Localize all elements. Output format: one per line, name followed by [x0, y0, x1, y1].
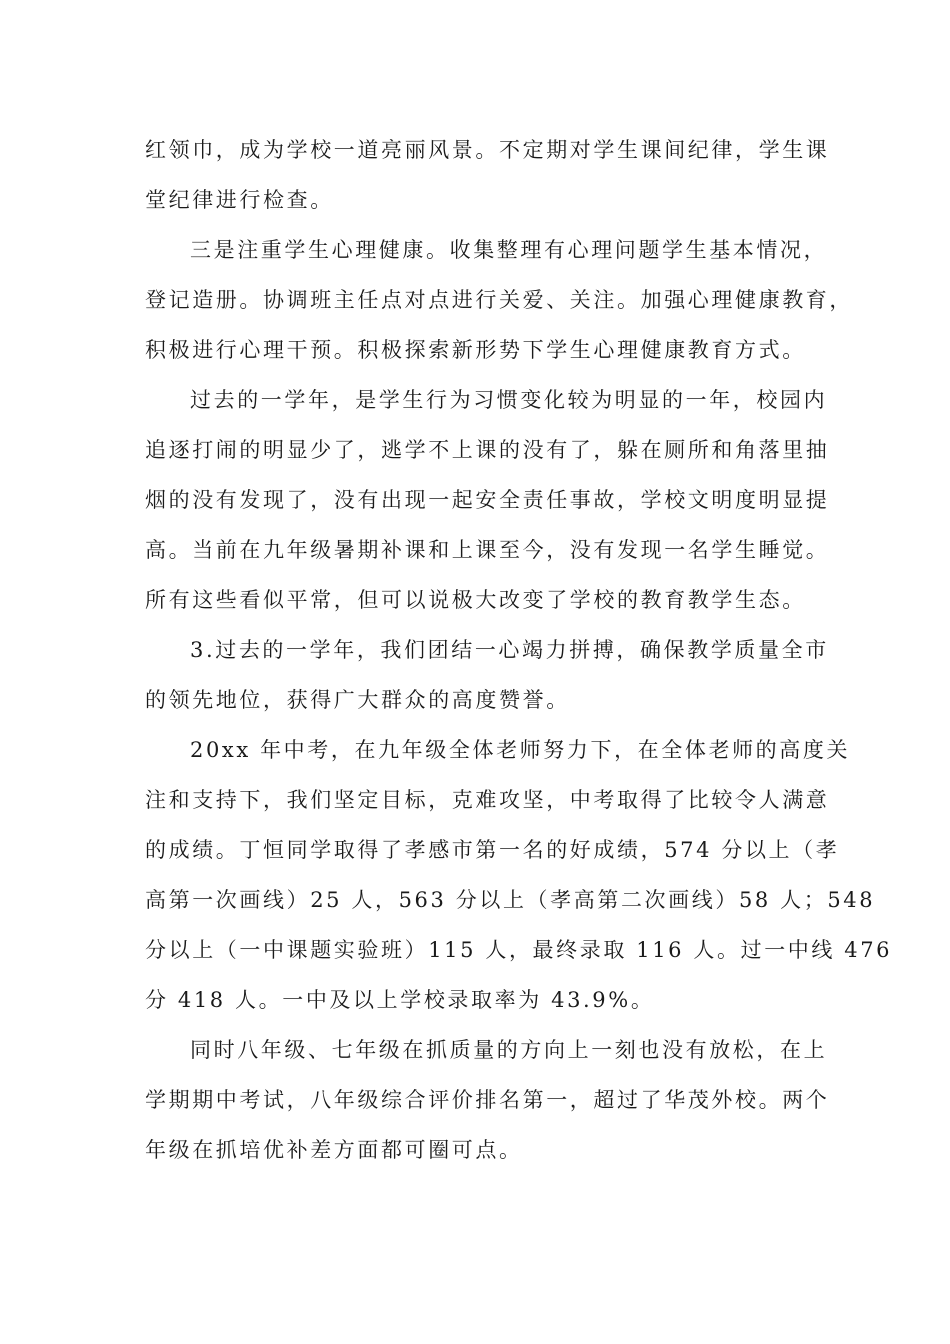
text-line: 积极进行心理干预。积极探索新形势下学生心理健康教育方式。 — [145, 338, 806, 362]
paragraph-start-line: 同时八年级、七年级在抓质量的方向上一刻也没有放松，在上 — [190, 1038, 828, 1062]
text-line: 追逐打闹的明显少了，逃学不上课的没有了，躲在厕所和角落里抽 — [145, 438, 830, 462]
text-line: 年级在抓培优补差方面都可圈可点。 — [145, 1138, 523, 1162]
text-line: 红领巾，成为学校一道亮丽风景。不定期对学生课间纪律，学生课 — [145, 138, 830, 162]
paragraph-start-line: 过去的一学年，是学生行为习惯变化较为明显的一年，校园内 — [190, 388, 828, 412]
text-line: 登记造册。协调班主任点对点进行关爱、关注。加强心理健康教育， — [145, 288, 853, 312]
text-line: 学期期中考试，八年级综合评价排名第一，超过了华茂外校。两个 — [145, 1088, 830, 1112]
text-line: 分以上（一中课题实验班）115 人，最终录取 116 人。过一中线 476 — [145, 938, 893, 962]
paragraph-start-line: 3.过去的一学年，我们团结一心竭力拼搏，确保教学质量全市 — [190, 638, 829, 662]
paragraph-start-line: 20xx 年中考，在九年级全体老师努力下，在全体老师的高度关 — [190, 738, 851, 762]
text-line: 注和支持下，我们坚定目标，克难攻坚，中考取得了比较令人满意 — [145, 788, 830, 812]
text-line: 高第一次画线）25 人，563 分以上（孝高第二次画线）58 人；548 — [145, 888, 876, 912]
text-line: 堂纪律进行检查。 — [145, 188, 334, 212]
text-line: 高。当前在九年级暑期补课和上课至今，没有发现一名学生睡觉。 — [145, 538, 830, 562]
text-line: 的领先地位，获得广大群众的高度赞誉。 — [145, 688, 570, 712]
text-line: 的成绩。丁恒同学取得了孝感市第一名的好成绩，574 分以上（孝 — [145, 838, 840, 862]
text-line: 所有这些看似平常，但可以说极大改变了学校的教育教学生态。 — [145, 588, 806, 612]
paragraph-start-line: 三是注重学生心理健康。收集整理有心理问题学生基本情况， — [190, 238, 828, 262]
text-line: 分 418 人。一中及以上学校录取率为 43.9%。 — [145, 988, 655, 1012]
text-line: 烟的没有发现了，没有出现一起安全责任事故，学校文明度明显提 — [145, 488, 830, 512]
